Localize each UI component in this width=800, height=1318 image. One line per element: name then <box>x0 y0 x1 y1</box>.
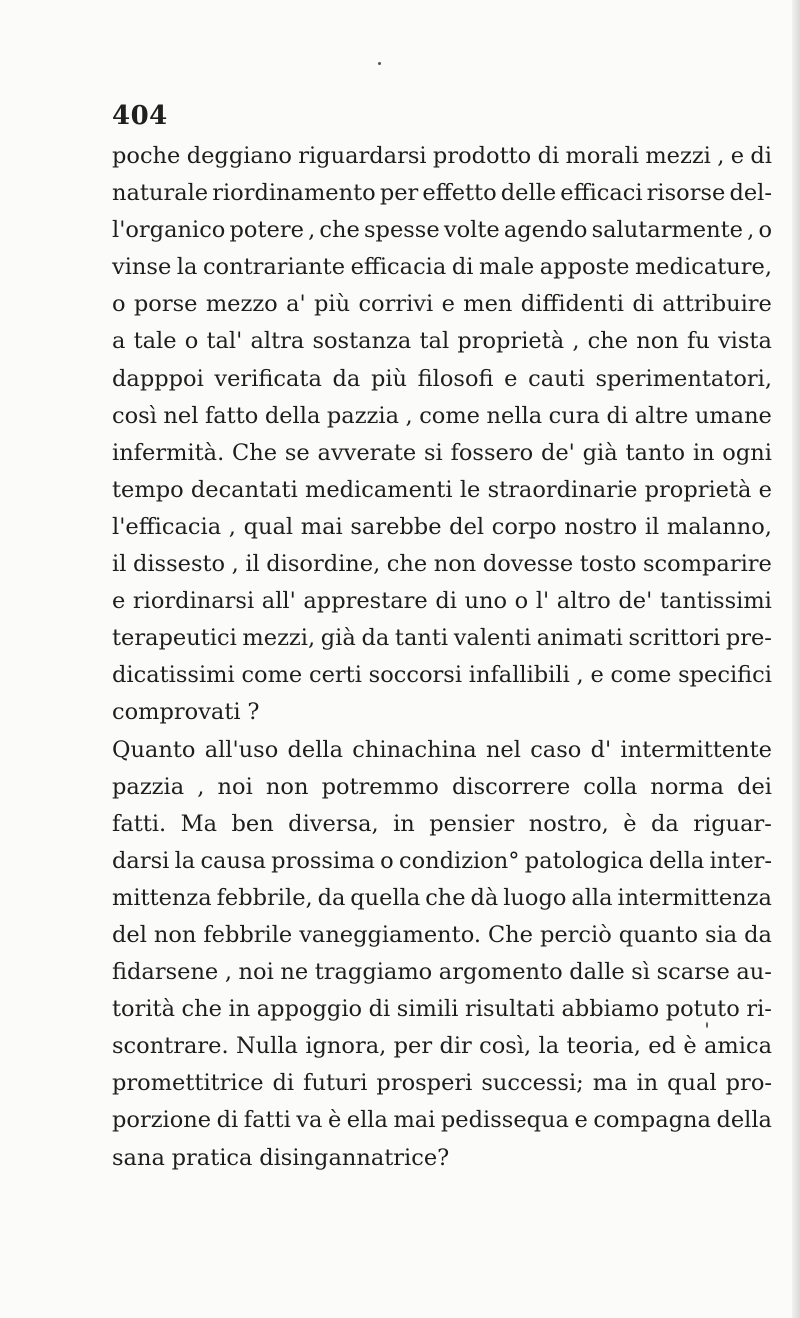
text-line: sana pratica disingannatrice? <box>112 1144 450 1171</box>
text-line: e riordinarsi all' apprestare di uno o l' altro de' tantissimi <box>112 588 772 615</box>
text-line: poche deggiano riguardarsi prodotto di morali mezzi , e di <box>112 143 772 169</box>
text-line: terapeutici mezzi, già da tanti valenti animati scrittori pre- <box>112 625 772 652</box>
paper-speck <box>378 62 381 65</box>
text-line: a tale o tal' altra sostanza tal proprietà , che non fu vista <box>112 328 772 355</box>
text-line: fidarsene , noi ne traggiamo argomento dalle sì scarse au- <box>112 959 772 986</box>
text-line: fatti. Ma ben diversa, in pensier nostro, è da riguar- <box>112 810 772 837</box>
text-line: scontrare. Nulla ignora, per dir così, la teoria, ed è amica <box>112 1033 772 1060</box>
text-line: porzione di fatti va è ella mai pedissequa e compagna della <box>112 1107 772 1134</box>
text-line: dapppoi verificata da più filosofi e cauti sperimentatori, <box>112 365 772 392</box>
text-line: del non febbrile vaneggiamento. Che perciò quanto sia da <box>112 921 772 948</box>
text-line: mittenza febbrile, da quella che dà luogo alla intermittenza <box>112 884 772 911</box>
page-number: 404 <box>112 101 168 131</box>
text-line: pazzia , noi non potremmo discorrere colla norma dei <box>112 773 772 800</box>
text-line: promettitrice di futuri prosperi successi; ma in qual pro- <box>112 1070 772 1097</box>
page-edge-shadow <box>792 0 800 1318</box>
text-line: naturale riordinamento per effetto delle efficaci risorse del- <box>112 180 772 207</box>
text-line: Quanto all'uso della chinachina nel caso d' intermittente <box>112 736 772 763</box>
text-line: tempo decantati medicamenti le straordinarie proprietà e <box>112 476 772 503</box>
text-line: l'efficacia , qual mai sarebbe del corpo nostro il malanno, <box>112 513 772 540</box>
text-line: torità che in appoggio di simili risultati abbiamo potuto ri- <box>112 996 772 1023</box>
text-line: o porse mezzo a' più corrivi e men diffidenti di attribuire <box>112 291 772 318</box>
text-line: l'organico potere , che spesse volte agendo salutarmente , o <box>112 217 772 244</box>
body-text <box>112 138 772 1177</box>
text-line: infermità. Che se avverate si fossero de' già tanto in ogni <box>112 439 772 466</box>
text-line: così nel fatto della pazzia , come nella cura di altre umane <box>112 402 772 429</box>
text-line: darsi la causa prossima o condizion° patologica della inter- <box>112 847 772 874</box>
paper-speck <box>706 1022 708 1028</box>
text-line: comprovati ? <box>112 699 260 726</box>
text-line: vinse la contrariante efficacia di male apposte medicature, <box>112 254 772 281</box>
text-line: il dissesto , il disordine, che non dovesse tosto scomparire <box>112 551 772 578</box>
text-line: dicatissimi come certi soccorsi infallibili , e come specifici <box>112 662 772 689</box>
